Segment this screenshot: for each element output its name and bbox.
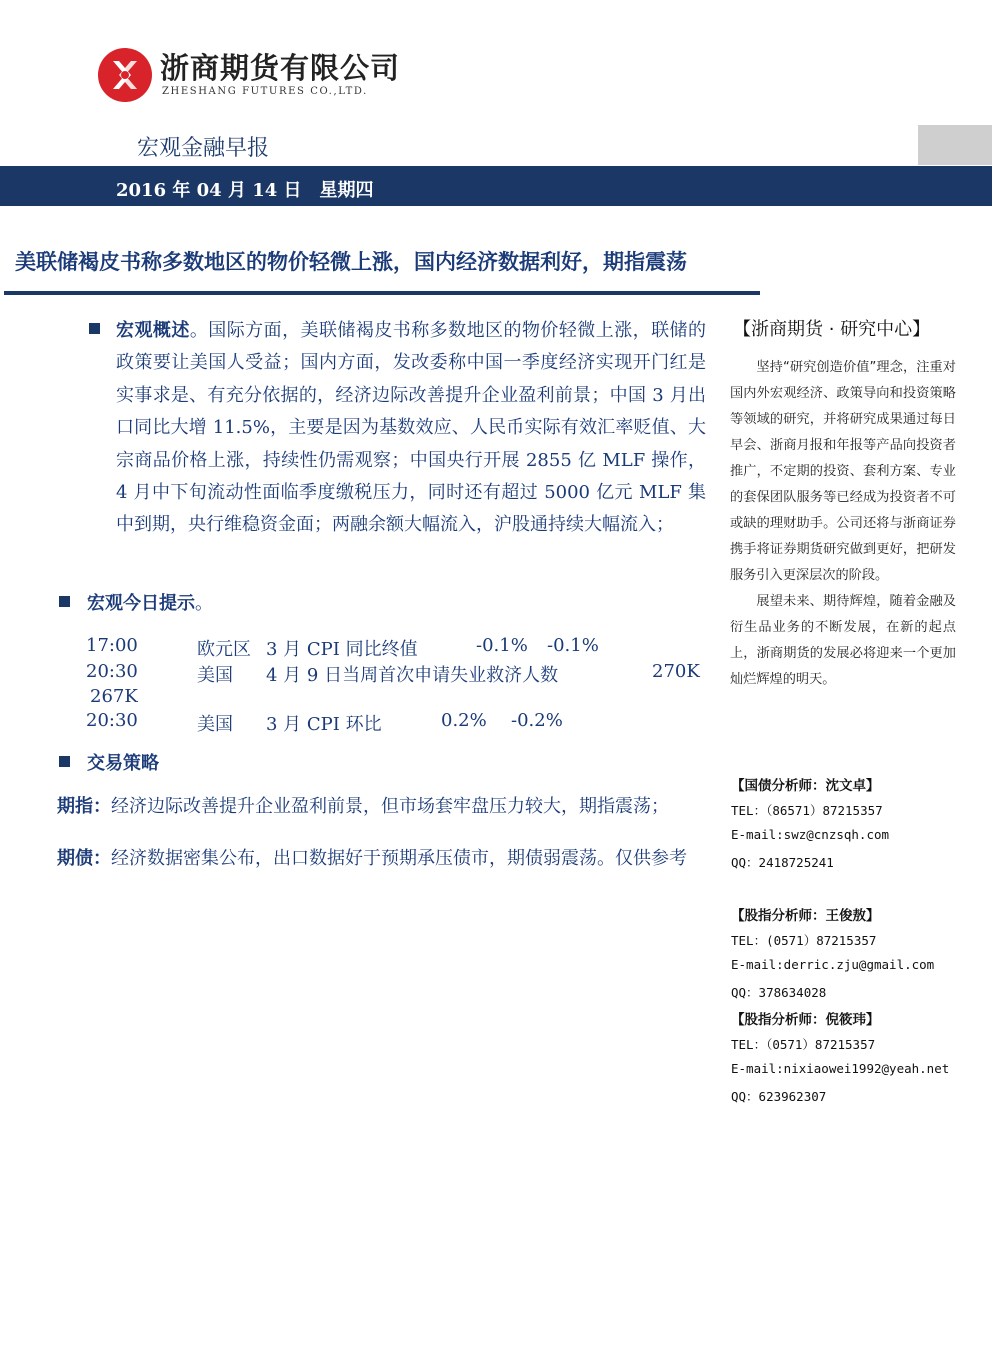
event-value-2: 267K bbox=[90, 686, 138, 707]
event-value-2: -0.2% bbox=[511, 710, 563, 731]
analyst-tel: TEL：(0571）87215357 bbox=[731, 933, 877, 948]
event-time: 20:30 bbox=[86, 710, 138, 731]
analyst-name: 【股指分析师：王俊敖】 bbox=[731, 908, 880, 924]
event-value-2: -0.1% bbox=[547, 635, 599, 656]
report-type: 宏观金融早报 bbox=[137, 136, 270, 161]
bullet-square-icon bbox=[59, 756, 70, 767]
event-name: 3 月 CPI 同比终值 bbox=[266, 639, 418, 660]
strategy-item: 期债：经济数据密集公布，出口数据好于预期承压债市，期债弱震荡。仅供参考 bbox=[57, 848, 687, 869]
event-name: 3 月 CPI 环比 bbox=[266, 714, 382, 735]
report-date: 2016 年 04 月 14 日 星期四 bbox=[116, 180, 374, 201]
event-region: 美国 bbox=[197, 714, 233, 735]
header-decoration bbox=[918, 125, 992, 165]
event-value-1: -0.1% bbox=[476, 635, 528, 656]
strategy-item: 期指：经济边际改善提升企业盈利前景，但市场套牢盘压力较大，期指震荡； bbox=[57, 796, 669, 817]
analyst-tel: TEL：（0571）87215357 bbox=[731, 1037, 876, 1052]
analyst-email: E-mail:nixiaowei1992@yeah.net bbox=[731, 1061, 950, 1076]
overview-lead: 宏观概述 bbox=[116, 320, 190, 341]
company-name-cn: 浙商期货有限公司 bbox=[160, 51, 401, 85]
zheshang-logo-icon bbox=[97, 47, 153, 103]
bullet-square-icon bbox=[89, 323, 100, 334]
event-name: 4 月 9 日当周首次申请失业救济人数 bbox=[266, 665, 559, 686]
analyst-qq: QQ：2418725241 bbox=[731, 855, 834, 870]
headline: 美联储褐皮书称多数地区的物价轻微上涨，国内经济数据利好，期指震荡 bbox=[15, 250, 687, 274]
event-region: 欧元区 bbox=[197, 639, 251, 660]
analyst-email: E-mail:swz@cnzsqh.com bbox=[731, 827, 890, 842]
analyst-qq: QQ：378634028 bbox=[731, 985, 827, 1000]
analyst-email: E-mail:derric.zju@gmail.com bbox=[731, 957, 935, 972]
analyst-name: 【股指分析师：倪筱玮】 bbox=[731, 1012, 880, 1028]
event-time: 17:00 bbox=[86, 635, 138, 656]
headline-rule bbox=[4, 291, 760, 295]
research-center-intro: 坚持“研究创造价值”理念，注重对国内外宏观经济、政策导向和投资策略等领域的研究，并将研究成果通过每日早会、浙商月报和年报等产品向投资者推广，不定期的投资、套利方案、专业的套保团队服务等已经成为投资者不可或缺的理财助手。公司还将与浙商证券携手将证券期货研究做到更好，把研发服务引入更深层次的阶段。 展望未来、期待辉煌，随着金融及衍生品业务的不断发展，在新的起点上，浙商期货的发展必将迎来一个更加灿烂辉煌的明天。 bbox=[730, 360, 956, 687]
bullet-square-icon bbox=[59, 596, 70, 607]
macro-overview bbox=[116, 315, 706, 542]
analyst-tel: TEL：（86571）87215357 bbox=[731, 803, 883, 818]
today-tips-title: 宏观今日提示。 bbox=[87, 593, 213, 614]
company-name-en: ZHESHANG FUTURES CO.,LTD. bbox=[162, 86, 368, 97]
event-region: 美国 bbox=[197, 665, 233, 686]
overview-text: 。国际方面，美联储褐皮书称多数地区的物价轻微上涨，联储的政策要让美国人受益；国内方面，发改委称中国一季度经济实现开门红是实事求是、有充分依据的，经济边际改善提升企业盈利前景；中国 3 月出口同比大增 11.5%，主要是因为基数效应、人民币实际有效汇率贬值、大宗商品价格上涨，持续性仍需观察；中国央行开展 2855 亿 MLF 操作，4 月中下旬流动性面临季度缴税压力，同时还有超过 5000 亿元 MLF 集中到期，央行维稳资金面；两融余额大幅流入，沪股通持续大幅流入； bbox=[116, 320, 707, 536]
event-value-1: 0.2% bbox=[441, 710, 487, 731]
analyst-qq: QQ：623962307 bbox=[731, 1089, 827, 1104]
strategy-title: 交易策略 bbox=[87, 753, 159, 774]
analyst-name: 【国债分析师：沈文卓】 bbox=[731, 778, 880, 794]
event-value-1: 270K bbox=[652, 661, 700, 682]
event-time: 20:30 bbox=[86, 661, 138, 682]
research-center-title: 【浙商期货 · 研究中心】 bbox=[733, 319, 931, 340]
